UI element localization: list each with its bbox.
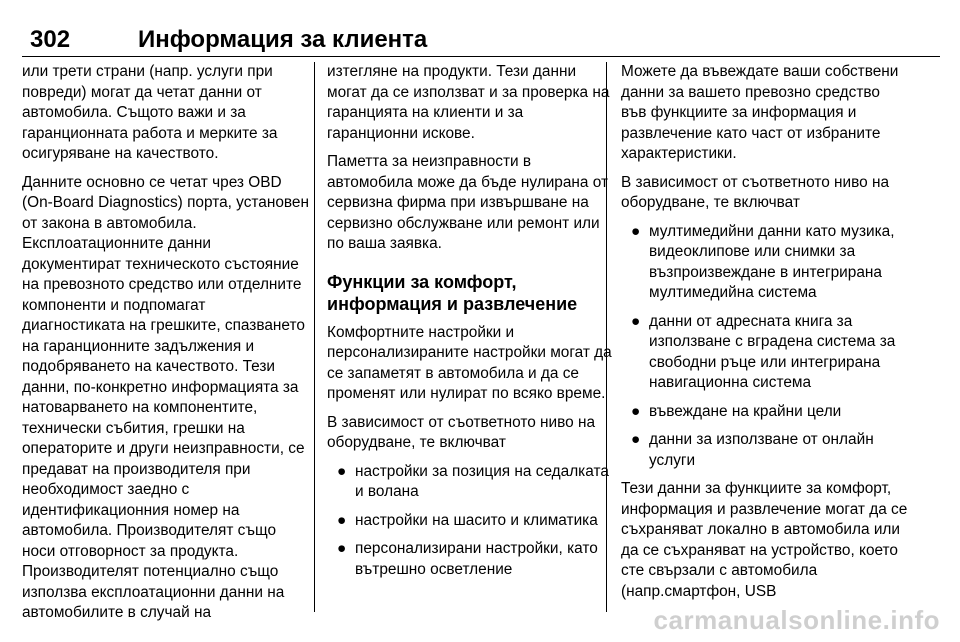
- list-item-text: настройки за позиция на седалката и волана: [355, 462, 609, 500]
- list-item-text: мултимедийни данни като музика, видеоклипове или снимки за възпроизвеждане в интегрирана мултимедийна система: [649, 222, 895, 301]
- page-header: [22, 22, 940, 57]
- list-item-text: данни от адресната книга за използване с вградена система за свободни ръце или интегрирана навигационна система: [649, 312, 896, 391]
- column-divider: [314, 62, 315, 612]
- bullet-icon: ●: [631, 222, 641, 240]
- paragraph: изтегляне на продукти. Тези данни могат да се използват и за проверка на гаранцията на клиенти и за гаранционни искове.: [327, 63, 610, 142]
- list-item-text: данни за използване от онлайн услуги: [649, 431, 874, 469]
- column-right: [621, 62, 909, 610]
- paragraph: или трети страни (напр. услуги при повреди) могат да четат данни от автомобила. Същото важи и за гаранционната работа и мерките за осигуряване на качеството.: [22, 63, 278, 162]
- column-middle: [327, 62, 615, 588]
- list-item: [621, 222, 909, 304]
- paragraph: Тези данни за функциите за комфорт, информация и развлечение могат да се съхраняват локално в автомобила или да се съхраняват на устройство, което сте свързали с автомобила (напр.смартфон, USB: [621, 480, 908, 600]
- bullet-icon: ●: [631, 402, 641, 420]
- bullet-icon: ●: [337, 462, 347, 480]
- bullet-icon: ●: [631, 431, 641, 448]
- list-item-text: настройки на шасито и климатика: [355, 511, 598, 529]
- list-item-text: въвеждане на крайни цели: [649, 402, 842, 420]
- column-left: [22, 62, 310, 632]
- paragraph: Можете да въвеждате ваши собствени данни за вашето превозно средство във функциите за информация и развлечение като част от избраните характеристики.: [621, 63, 899, 162]
- section-heading: Функции за комфорт, информация и развлечение: [327, 271, 578, 314]
- paragraph: В зависимост от съответното ниво на оборудване, те включват: [621, 173, 890, 211]
- list-item-text: персонализирани настройки, като вътрешно осветление: [355, 540, 598, 578]
- list-item: [327, 462, 615, 503]
- page-number: 302: [30, 26, 71, 53]
- paragraph: В зависимост от съответното ниво на оборудване, те включват: [327, 413, 596, 451]
- paragraph: Данните основно се четат чрез OBD (On-Board Diagnostics) порта, установен от закона в автомобила. Експлоатационните данни документират техническото състояние на превозното средство или отделните компоненти и подпомагат диагностиката на грешките, спазването на гаранционните задължения и подобряването на качеството. Тези данни, по-конкретно информацията за натоварването на компонентите, технически събития, грешки на операторите и други неизправности, се предават на производителя при необходимост заедно с идентификационния номер на автомобила. Производителят също носи отговорност за продукта. Производителят потенциално също използва експлоатационни данни на автомобилите в случай на: [22, 173, 309, 621]
- page-title: Информация за клиента: [138, 26, 428, 53]
- paragraph: Паметта за неизправности в автомобила може да бъде нулирана от сервизна фирма при извършване на сервизно обслужване или ремонт или по ваша заявка.: [327, 153, 609, 252]
- list-item: [621, 430, 909, 471]
- list-item: [327, 539, 615, 580]
- bullet-icon: ●: [337, 540, 347, 557]
- list-item: [327, 511, 615, 532]
- watermark: carmanualsonline.info: [653, 605, 940, 635]
- bullet-icon: ●: [631, 312, 641, 330]
- bullet-icon: ●: [337, 511, 347, 529]
- list-item: [621, 312, 909, 394]
- list-item: [621, 402, 909, 423]
- paragraph: Комфортните настройки и персонализираните настройки могат да се запаметят в автомобила и да се променят или нулират по всяко време.: [327, 323, 612, 402]
